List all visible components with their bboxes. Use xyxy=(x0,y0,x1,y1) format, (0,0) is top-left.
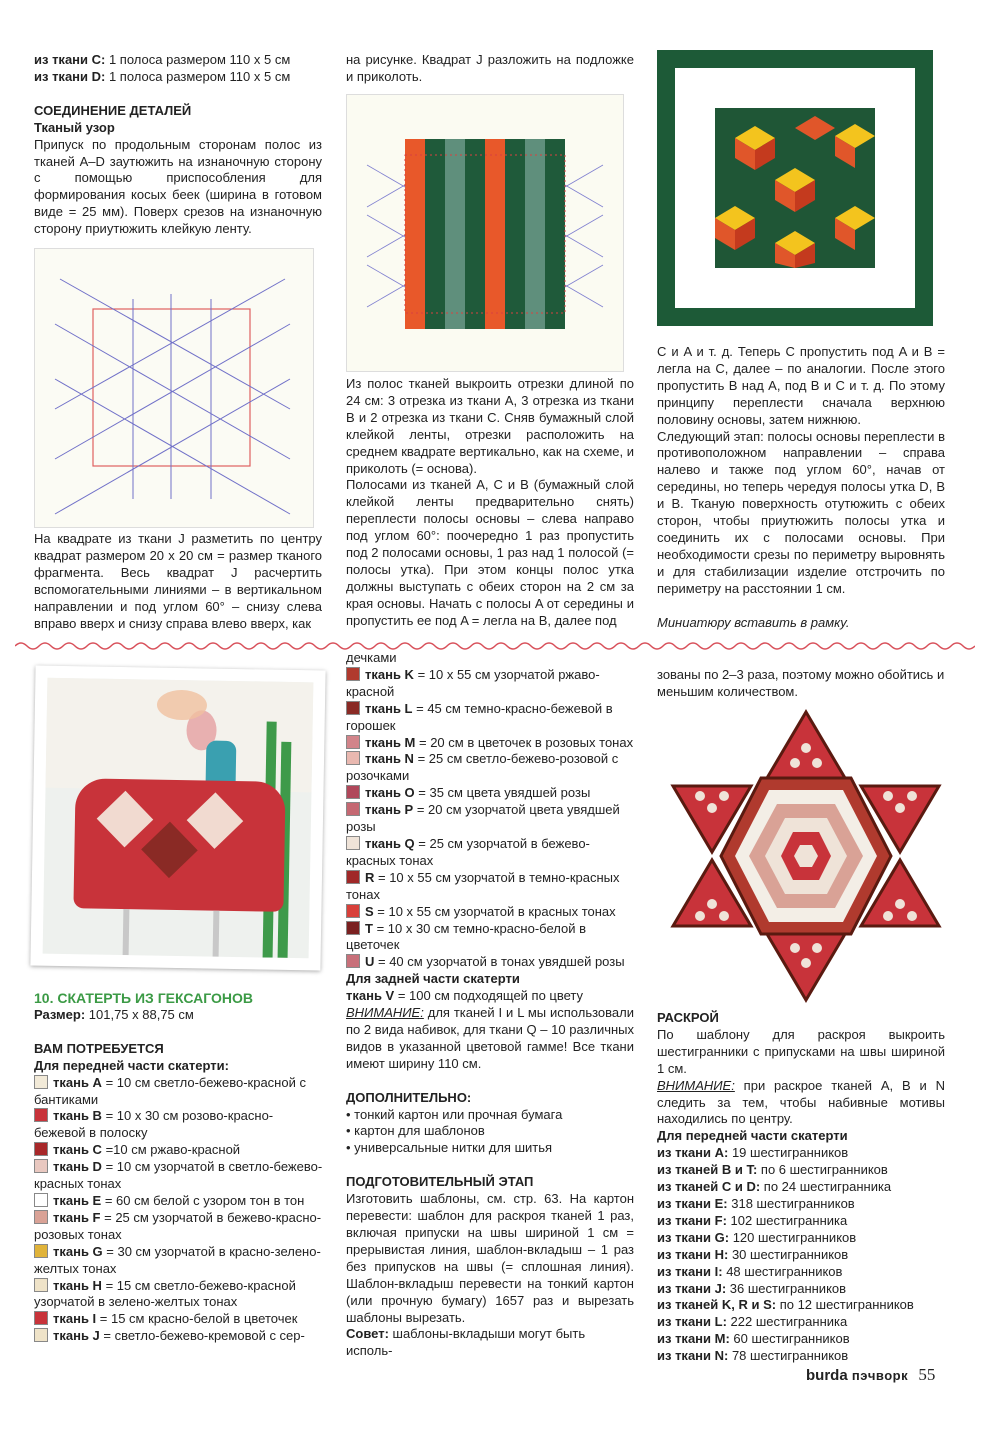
hexagon-star-diagram xyxy=(665,708,947,1004)
fabric-swatch xyxy=(346,735,360,749)
extras-item: • тонкий картон или прочная бумага xyxy=(346,1106,563,1122)
fabric-item: S = 10 x 55 см узорчатой в красных тонах xyxy=(346,904,634,921)
count-item: из ткани I: 48 шестигранников xyxy=(657,1263,843,1279)
fabric-swatch xyxy=(34,1142,48,1156)
fabric-item: ткань K = 10 x 55 см узорчатой ржаво-красной xyxy=(346,666,600,699)
fabric-swatch xyxy=(34,1244,48,1258)
fabric-item: ткань B = 10 x 30 см розово-красно-бежевой в полоску xyxy=(34,1108,274,1141)
col2-top-p1: на рисунке. Квадрат J разложить на подложке и приколоть. xyxy=(346,52,634,84)
fabric-swatch xyxy=(346,904,360,918)
fabric-swatch xyxy=(34,1108,48,1122)
count-item: из ткани A: 19 шестигранников xyxy=(657,1145,849,1161)
fabric-swatch xyxy=(34,1328,48,1342)
fabric-item: ткань G = 30 см узорчатой в красно-зелено-желтых тонах xyxy=(34,1243,321,1276)
fabric-swatch xyxy=(34,1075,48,1089)
extras-item: • картон для шаблонов xyxy=(346,1123,485,1139)
fabric-swatch xyxy=(346,954,360,968)
count-item: из ткани E: 318 шестигранников xyxy=(657,1195,855,1211)
weaving-diagram xyxy=(346,94,624,372)
count-item: из ткани M: 60 шестигранников xyxy=(657,1331,850,1347)
fabric-swatch xyxy=(346,870,360,884)
col1-top: из ткани C: 1 полоса размером 110 х 5 см из ткани D: 1 полоса размером 110 х 5 см СОЕДИНЕНИЕ ДЕТАЛЕЙ Тканый узор Припуск по продольным сторонам полос из тканей A–D заутюжить на изнаночную сторону с помощью приспособления для формирования косых беек (ширина в готовом виде = 25 мм). Поверх срезов на изнаночную сторону приутюжить клейкую ленту. xyxy=(34,52,322,237)
grid-diagram xyxy=(34,248,314,528)
fabric-swatch xyxy=(34,1210,48,1224)
fabric-item: R = 10 x 55 см узорчатой в темно-красных тонах xyxy=(346,869,620,902)
fabric-swatch xyxy=(34,1193,48,1207)
col1-para2: На квадрате из ткани J разметить по центру квадрат размером 20 х 20 см = размер тканого фрагмента. Весь квадрат J расчертить вспомогательными линиями – в вертикальном направлении и под углом 60° – снизу слева вправо вверх и снизу справа влево вверх, как xyxy=(34,531,322,631)
page-number: 55 xyxy=(918,1365,936,1384)
heading-joining: СОЕДИНЕНИЕ ДЕТАЛЕЙ xyxy=(34,102,192,118)
col3-bottom: РАСКРОЙ По шаблону для раскроя выкроить шестигранники с припусками на швы шириной 1 см. ВНИМАНИЕ: при раскрое тканей A, B и N следить за тем, чтобы набивные мотивы находились по центру. Для передней части скатерти из ткани A: 19 шестигранников из тканей B и T: по 6 шестигранников из тканей C и D: по 24 шестигранника из ткани E: 318 шестигранников из ткани F: 102 шестигранника из ткани G: 120 шестигранников из ткани H: 30 шестигранников из ткани I: 48 шестигранников из ткани J: 36 шестигранников из тканей K, R и S: по 12 шестигранников из ткани L: 222 шестигранника из ткани M: 60 шестигранников из ткани N: 78 шестигранников xyxy=(657,1010,945,1364)
fabric-item: ткань Q = 25 см узорчатой в бежево-красных тонах xyxy=(346,835,590,868)
fabric-swatch xyxy=(346,921,360,935)
count-item: из ткани J: 36 шестигранников xyxy=(657,1280,847,1296)
fabric-swatch xyxy=(346,667,360,681)
count-item: из ткани F: 102 шестигранника xyxy=(657,1212,848,1228)
fabric-item: ткань O = 35 см цвета увядшей розы xyxy=(346,785,634,802)
count-item: из тканей B и T: по 6 шестигранников xyxy=(657,1162,888,1178)
fabric-swatch xyxy=(34,1159,48,1173)
fabric-swatch xyxy=(34,1311,48,1325)
fabric-item: ткань P = 20 см узорчатой цвета увядшей розы xyxy=(346,802,620,835)
count-item: из ткани H: 30 шестигранников xyxy=(657,1246,849,1262)
col3-top-text: C и A и т. д. Теперь C пропустить под A и B = легла на C, далее – по аналогии. После этого пропустить B над A, под B и C и т. д. По этому принципу переплести сначала верхнюю половину основы, затем нижнюю. Следующий этап: полосы основы переплести в противоположном направлении – справа налево и также под углом 60°, начав от середины, но теперь чередуя полосы утка D, B и B. Тканую поверхность отутюжить с обеих сторон, чтобы приутюжить полосы утка и соединить их с полосами основы. При необходимости срезы по периметру выровнять и для стабилизации изделие отстрочить по периметру на расстоянии 1 см. Миниатюру вставить в рамку. xyxy=(657,344,945,630)
fabric-item: ткань L = 45 см темно-красно-бежевой в горошек xyxy=(346,700,613,733)
fabric-swatch xyxy=(346,836,360,850)
fabric-item: ткань M = 20 см в цветочек в розовых тонах xyxy=(346,735,634,752)
fabric-item: ткань D = 10 см узорчатой в светло-бежево-красных тонах xyxy=(34,1159,323,1192)
count-item: из ткани G: 120 шестигранников xyxy=(657,1229,857,1245)
fabric-swatch xyxy=(346,802,360,816)
framed-weave-photo xyxy=(657,50,933,326)
count-item: из ткани N: 78 шестигранников xyxy=(657,1348,849,1364)
col2-bottom: дечками ткань K = 10 x 55 см узорчатой ржаво-красной ткань L = 45 см темно-красно-бежевой в горошек ткань M = 20 см в цветочек в розовых тонах ткань N = 25 см светло-бежево-розовой с розочками ткань O = 35 см цвета увядшей розы ткань P = 20 см узорчатой цвета увядшей розы ткань Q = 25 см узорчатой в бежево-красных тонах R = 10 x 55 см узорчатой в темно-красных тонах S = 10 x 55 см узорчатой в красных тонах T = 10 x 30 см темно-красно-белой в цветочек U = 40 см узорчатой в тонах увядшей розы Для задней части скатерти ткань V = 100 см подходящей по цвету ВНИМАНИЕ: для тканей I и L мы использовали по 2 вида набивок, для ткани Q – 10 различных видов в указанной цветовой гамме! Все ткани имеют ширину 110 см. ДОПОЛНИТЕЛЬНО: • тонкий картон или прочная бумага • картон для шаблонов • универсальные нитки для шитья ПОДГОТОВИТЕЛЬНЫЙ ЭТАП Изготовить шаблоны, см. стр. 63. На картон перевести: шаблон для раскроя тканей 1 раз, включая припуски на швы шириной 1 см = прерывистая линия, шаблон-вкладыш – 1 раз без припусков на швы (= сплошная линия). Шаблон-вкладыш перевести на тонкий картон (или прочную бумагу) 1657 раз и вырезать шаблоны вырезать. Совет: шаблоны-вкладыши могут быть исполь- xyxy=(346,650,634,1359)
fabric-item: ткань E = 60 см белой с узором тон в тон xyxy=(34,1193,324,1210)
tablecloth-photo xyxy=(30,665,325,970)
fabric-item: ткань H = 15 см светло-бежево-красной узорчатой в зелено-желтых тонах xyxy=(34,1277,296,1310)
fabric-item: ткань F = 25 см узорчатой в бежево-красно-розовых тонах xyxy=(34,1209,322,1242)
col3-bottom-cont: зованы по 2–3 раза, поэтому можно обойтись и меньшим количеством. xyxy=(657,667,945,699)
fabric-item: U = 40 см узорчатой в тонах увядшей розы xyxy=(346,954,634,971)
fabric-swatch xyxy=(346,785,360,799)
fabric-swatch xyxy=(34,1278,48,1292)
col2-top-text: Из полос тканей выкроить отрезки длиной по 24 см: 3 отрезка из ткани A, 3 отрезка из ткани B и 2 отрезка из ткани C. Сняв бумажный слой клейкой ленты, отрезки расположить на среднем квадрате вертикально, как на схеме, и приколоть (= основа). Полосами из тканей A, C и B (бумажный слой клейкой ленты предварительно снять) переплести полосы основы – слева направо под углом 60°: поочередно 1 раз пропустить под 2 полосами основы, 1 раз над 1 полосой (= полосы утка). При этом концы полос утка должны выступать с обеих сторон на 2 см за края основы. Начать с полосы A от середины и пропустить ее под A = легла на B, далее под xyxy=(346,376,634,628)
brand-logo: burda xyxy=(806,1367,848,1384)
fabric-swatch xyxy=(346,701,360,715)
count-item: из тканей K, R и S: по 12 шестигранников xyxy=(657,1297,914,1313)
count-item: из тканей C и D: по 24 шестигранника xyxy=(657,1179,892,1195)
fabric-item: ткань J = светло-бежево-кремовой с сер- xyxy=(34,1328,324,1345)
fabric-item: ткань C =10 см ржаво-красной xyxy=(34,1142,324,1159)
section-title: 10. СКАТЕРТЬ ИЗ ГЕКСАГОНОВ xyxy=(34,990,253,1006)
count-item: из ткани L: 222 шестигранника xyxy=(657,1314,848,1330)
fabric-item: ткань A = 10 см светло-бежево-красной с бантиками xyxy=(34,1074,306,1107)
fabric-item: T = 10 x 30 см темно-красно-белой в цветочек xyxy=(346,920,587,953)
page-footer: burda пэчворк 55 xyxy=(806,1365,936,1384)
extras-item: • универсальные нитки для шитья xyxy=(346,1140,553,1156)
col1-bottom: 10. СКАТЕРТЬ ИЗ ГЕКСАГОНОВ Размер: 101,75 x 88,75 см ВАМ ПОТРЕБУЕТСЯ Для передней части скатерти: ткань A = 10 см светло-бежево-красной с бантиками ткань B = 10 x 30 см розово-красно-бежевой в полоску ткань C =10 см ржаво-красной ткань D = 10 см узорчатой в светло-бежево-красных тонах ткань E = 60 см белой с узором тон в тон ткань F = 25 см узорчатой в бежево-красно-розовых тонах ткань G = 30 см узорчатой в красно-зелено-желтых тонах ткань H = 15 см светло-бежево-красной узорчатой в зелено-желтых тонах ткань I = 15 см красно-белой в цветочек ткань J = светло-бежево-кремовой с сер- xyxy=(34,990,323,1344)
fabric-item: ткань I = 15 см красно-белой в цветочек xyxy=(34,1311,324,1328)
fabric-swatch xyxy=(346,751,360,765)
fabric-item: ткань N = 25 см светло-бежево-розовой с розочками xyxy=(346,751,619,784)
